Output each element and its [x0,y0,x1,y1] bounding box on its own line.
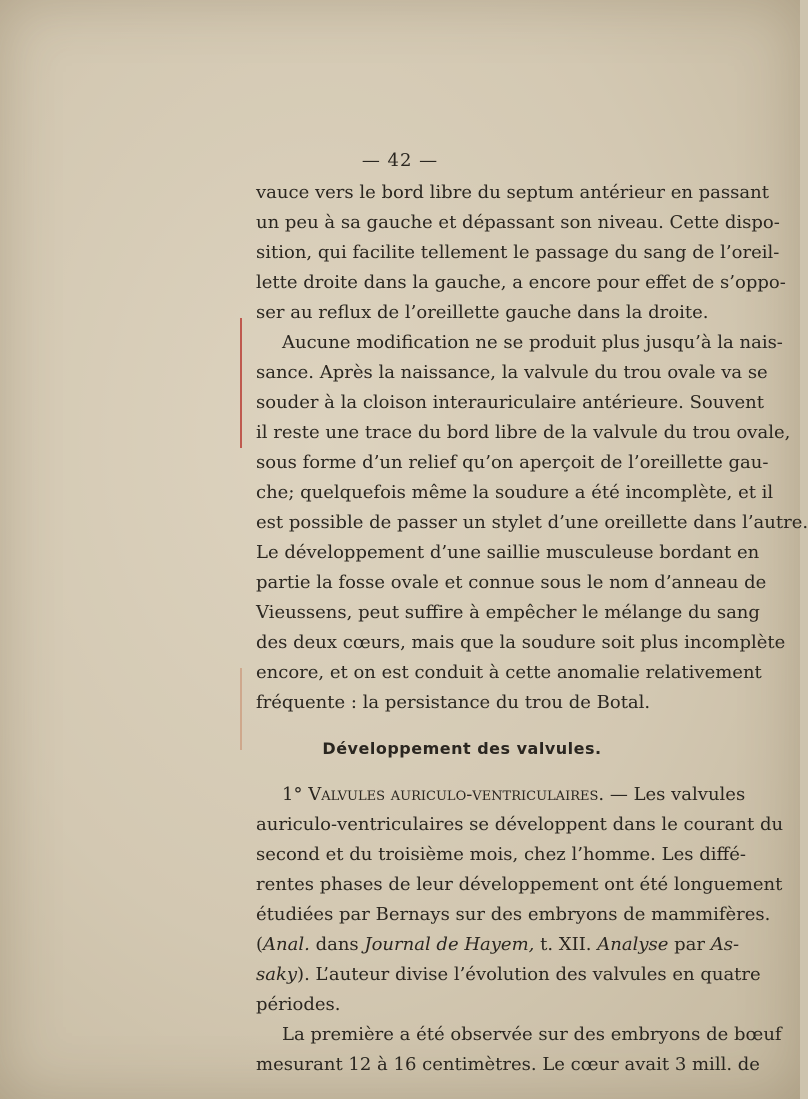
page-number: — 42 — [361,150,439,171]
text-line: un peu à sa gauche et dépassant son niveau. Cette dispo- [256,212,780,233]
text-run: t. XII. [534,934,598,955]
text-line [256,780,746,810]
text-line: mesurant 12 à 16 centimètres. Le cœur avait 3 mill. de [256,1054,760,1075]
text-line: partie la fosse ovale et connue sous le nom d’anneau de [256,572,767,593]
paragraph-1 [256,178,786,328]
citation-journal: Journal de Hayem, [364,934,535,955]
text-line: Le développement d’une saillie musculeuse bordant en [256,542,760,563]
citation-italic: Analyse [597,934,669,955]
text-line: sance. Après la naissance, la valvule du trou ovale va se [256,362,768,383]
run-in-heading [308,784,604,805]
paragraph-4 [256,1020,782,1080]
citation-author: saky [256,964,298,985]
paragraph-3 [256,780,784,1020]
text-run: ( [256,934,264,955]
section-heading: Développement des valvules. [322,739,602,758]
text-line: des deux cœurs, mais que la soudure soit plus incomplète [256,632,786,653]
text-line: étudiées par Bernays sur des embryons de mammifères. [256,904,771,925]
text-line: Aucune modification ne se produit plus jusqu’à la nais- [282,332,783,353]
paragraph-2 [256,328,808,718]
text-line: rentes phases de leur développement ont été longuement [256,874,783,895]
text-line: encore, et on est conduit à cette anomalie relativement [256,662,762,683]
margin-pencil-mark-upper [240,318,242,448]
run-in-heading-initial: V [308,784,322,805]
citation-author: As- [710,934,740,955]
item-number: 1° [282,784,303,805]
margin-pencil-mark-lower [240,668,242,750]
text-line: il reste une trace du bord libre de la valvule du trou ovale, [256,422,791,443]
citation-italic: Anal. [263,934,310,955]
text-block [256,178,808,1080]
text-line: second et du troisième mois, chez l’homme. Les diffé- [256,844,746,865]
text-run: dans [309,934,365,955]
text-line: vauce vers le bord libre du septum antérieur en passant [256,182,769,203]
text-line [256,930,740,960]
text-line: auriculo-ventriculaires se développent dans le courant du [256,814,784,835]
text-line: La première a été observée sur des embryons de bœuf [282,1024,782,1045]
text-line: fréquente : la persistance du trou de Botal. [256,692,651,713]
text-line: sition, qui facilite tellement le passage du sang de l’oreil- [256,242,780,263]
text-line: lette droite dans la gauche, a encore pour effet de s’oppo- [256,272,786,293]
run-in-heading-rest: alvules auriculo-ventriculaires. [321,784,605,805]
text-line: ser au reflux de l’oreillette gauche dans la droite. [256,302,709,323]
text-line [256,960,761,990]
text-run: ). L’auteur divise l’évolution des valvules en quatre [297,964,761,985]
text-line: sous forme d’un relief qu’on aperçoit de l’oreillette gau- [256,452,769,473]
text-line: périodes. [256,994,341,1015]
text-run: — Les valvules [604,784,746,805]
text-line: Vieussens, peut suffire à empêcher le mélange du sang [256,602,760,623]
text-line: che; quelquefois même la soudure a été incomplète, et il [256,482,774,503]
text-line: souder à la cloison interauriculaire antérieure. Souvent [256,392,764,413]
text-line: est possible de passer un stylet d’une oreillette dans l’autre. [256,512,808,533]
text-run: par [668,934,711,955]
